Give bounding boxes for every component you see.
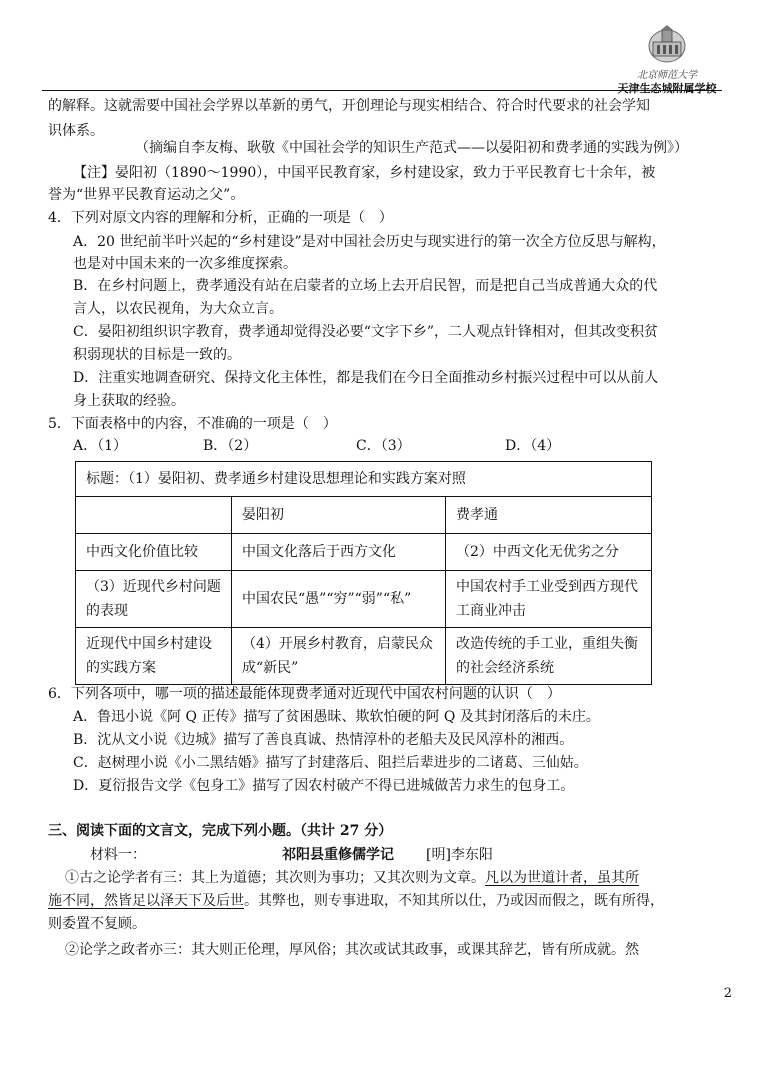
table-cell: （2）中西文化无优劣之分 (446, 534, 652, 571)
section-3-heading: 三、阅读下面的文言文，完成下列小题。（共计 27 分） (48, 823, 393, 839)
table-title-row (76, 462, 652, 497)
table-header-yan: 晏阳初 (232, 497, 446, 534)
q5-option-a: A．（1） (73, 438, 128, 454)
passage-paragraph-1 (65, 866, 725, 891)
table-cell: 中国文化落后于西方文化 (232, 534, 446, 571)
q6-option-c: C．赵树理小说《小二黑结婚》描写了封建落后、阻拦后辈进步的二诸葛、三仙姑。 (73, 755, 588, 771)
q5-options (73, 435, 633, 457)
question-5-stem: 5．下面表格中的内容，不准确的一项是（ ） (48, 416, 337, 432)
q4-option-d-cont: 身上获取的经验。 (73, 393, 185, 409)
article-title: 祁阳县重修儒学记 (282, 847, 394, 863)
table-row (76, 628, 652, 685)
table-header-fei: 费孝通 (446, 497, 652, 534)
underlined-sentence-cont: 施不同，然皆足以泽天下及后世 (48, 893, 244, 909)
question-6-stem: 6．下列各项中，哪一项的描述最能体现费孝通对近现代中国农村问题的认识（ ） (48, 686, 561, 702)
table-cell: 近现代中国乡村建设的实践方案 (76, 628, 232, 685)
passage-paragraph-2: ②论学之政者亦三：其大则正伦理，厚风俗；其次或试其政事，或课其辞艺，皆有所成就。然 (65, 942, 639, 958)
question-4-stem: 4．下列对原文内容的理解和分析，正确的一项是（ ） (48, 210, 393, 226)
page-number: 2 (723, 986, 732, 1001)
q4-option-b-cont: 言人，以农民视角，为大众立言。 (73, 301, 283, 317)
underlined-sentence: 凡以为世道计者，虽其所 (485, 870, 639, 886)
q5-option-c: C．（3） (356, 438, 411, 454)
q6-option-d: D．夏衍报告文学《包身工》描写了因农村破产不得已进城做苦力求生的包身工。 (73, 778, 575, 794)
table-row (76, 571, 652, 628)
passage-paragraph-1-cont (48, 889, 716, 914)
q4-option-d: D．注重实地调查研究、保持文化主体性，都是我们在今日全面推动乡村振兴过程中可以从前人 (73, 370, 659, 386)
passage-text: ①古之论学者有三：其上为道德；其次则为事功；又其次则为文章。 (65, 870, 485, 886)
comparison-table (75, 461, 652, 685)
note-line: 【注】晏阳初（1890～1990），中国平民教育家，乡村建设家，致力于平民教育七十余年，被 (73, 165, 656, 181)
table-cell: 中西文化价值比较 (76, 534, 232, 571)
table-row (76, 534, 652, 571)
note-line: 誉为“世界平民教育运动之父”。 (48, 187, 245, 203)
q4-option-b: B．在乡村问题上，费孝通没有站在启蒙者的立场上去开启民智，而是把自己当成普通大众的代 (73, 278, 658, 294)
intro-line: 识体系。 (48, 123, 104, 139)
q5-option-d: D．（4） (505, 438, 561, 454)
q4-option-c: C．晏阳初组织识字教育，费孝通却觉得没必要“文字下乡”，二人观点针锋相对，但其改变积贫 (73, 324, 659, 340)
q6-option-b: B．沈从文小说《边城》描写了善良真诚、热情淳朴的老船夫及民风淳朴的湘西。 (73, 732, 574, 748)
table-cell: （4）开展乡村教育，启蒙民众成“新民” (232, 628, 446, 685)
q5-option-b: B．（2） (203, 438, 258, 454)
table-title: 标题：（1）晏阳初、费孝通乡村建设思想理论和实践方案对照 (76, 462, 652, 497)
q4-option-a: A．20 世纪前半叶兴起的“乡村建设”是对中国社会历史与现实进行的第一次全方位反思与解构， (73, 234, 666, 250)
intro-line: 的解释。这就需要中国社会学界以革新的勇气，开创理论与现实相结合、符合时代要求的社会学知 (48, 98, 650, 114)
school-name: 天津生态城附属学校 (617, 82, 717, 95)
article-author: [明]李东阳 (426, 847, 493, 863)
table-cell: 中国农村手工业受到西方现代工商业冲击 (446, 571, 652, 628)
school-emblem-icon (647, 24, 687, 64)
table-cell: 改造传统的手工业，重组失衡的社会经济系统 (446, 628, 652, 685)
table-cell: （3）近现代乡村问题的表现 (76, 571, 232, 628)
header-divider (42, 90, 722, 91)
table-cell: 中国农民“愚”“穷”“弱”“私” (232, 571, 446, 628)
source-citation: （摘编自李友梅、耿敬《中国社会学的知识生产范式——以晏阳初和费孝通的实践为例》） (135, 140, 688, 156)
passage-text: 。其弊也，则专事进取，不知其所以仕，乃或因而假之，既有所得， (244, 893, 664, 909)
logo-university-text: 北京师范大学 (637, 70, 697, 81)
q6-option-a: A．鲁迅小说《阿 Q 正传》描写了贫困愚昧、欺软怕硬的阿 Q 及其封闭落后的未庄。 (73, 709, 600, 725)
q4-option-a-cont: 也是对中国未来的一次多维度探索。 (73, 256, 297, 272)
material-label: 材料一： (90, 847, 146, 863)
table-header-row (76, 497, 652, 534)
q4-option-c-cont: 积弱现状的目标是一致的。 (73, 347, 241, 363)
table-header-empty (76, 497, 232, 534)
passage-paragraph-1-end: 则委置不复顾。 (48, 916, 146, 932)
school-logo (612, 24, 722, 96)
